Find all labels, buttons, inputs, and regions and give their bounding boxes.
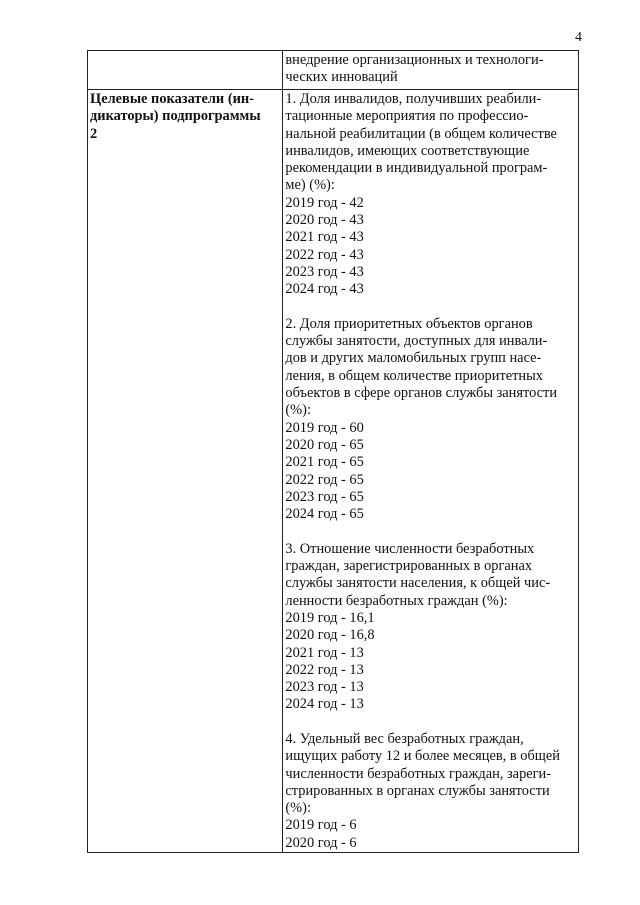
year-value: 2023 год - 43 bbox=[285, 263, 364, 280]
table-row bbox=[88, 90, 579, 853]
indicator-text-line: (%): bbox=[285, 800, 311, 817]
year-value: 2021 год - 13 bbox=[285, 644, 364, 661]
program-passport-table bbox=[87, 50, 579, 853]
indicator-text-line: 1. Доля инвалидов, получивших реабили- bbox=[285, 91, 542, 107]
year-value: 2022 год - 43 bbox=[285, 246, 364, 263]
year-value: 2019 год - 60 bbox=[285, 419, 364, 436]
year-value: 2021 год - 43 bbox=[285, 229, 364, 246]
continuation-cell bbox=[283, 51, 579, 90]
indicator-text-line: дов и других маломобильных групп насе- bbox=[285, 350, 542, 367]
text-line: внедрение организационных и технологи- bbox=[285, 52, 544, 68]
spacer bbox=[285, 523, 575, 540]
label-line: Целевые показатели (ин- bbox=[90, 91, 254, 107]
indicator-text-line: (%): bbox=[285, 402, 311, 419]
year-value: 2021 год - 65 bbox=[285, 454, 364, 471]
indicator-text-line: 3. Отношение численности безработных bbox=[285, 540, 535, 557]
indicator-text-line: ления, в общем количестве приоритетных bbox=[285, 367, 543, 384]
indicator-text-line: ленности безработных граждан (%): bbox=[285, 592, 508, 609]
year-value: 2019 год - 42 bbox=[285, 194, 364, 211]
indicator-text-line: тационные мероприятия по профессио- bbox=[285, 108, 529, 125]
indicator-text-line: рекомендации в индивидуальной програм- bbox=[285, 160, 548, 177]
indicator-text-line: нальной реабилитации (в общем количестве bbox=[285, 125, 557, 142]
label-line: дикаторы) подпрограммы bbox=[90, 108, 261, 125]
year-value: 2020 год - 16,8 bbox=[285, 627, 375, 644]
indicator-text-line: ме) (%): bbox=[285, 177, 335, 194]
section-label-cell bbox=[88, 90, 283, 853]
year-value: 2019 год - 16,1 bbox=[285, 609, 375, 626]
text-line: ческих инноваций bbox=[285, 69, 398, 86]
indicator-text-line: граждан, зарегистрированных в органах bbox=[285, 558, 533, 575]
indicator-text-line: 4. Удельный вес безработных граждан, bbox=[285, 730, 524, 747]
empty-label-cell bbox=[88, 51, 283, 90]
year-value: 2024 год - 65 bbox=[285, 506, 364, 523]
indicator-text-line: ищущих работу 12 и более месяцев, в общей bbox=[285, 748, 560, 765]
indicator-4 bbox=[285, 731, 575, 852]
indicators-cell bbox=[283, 90, 579, 853]
page-number: 4 bbox=[575, 30, 582, 45]
spacer bbox=[285, 299, 575, 316]
year-value: 2024 год - 43 bbox=[285, 281, 364, 298]
indicator-text-line: стрированных в органах службы занятости bbox=[285, 782, 550, 799]
indicator-1 bbox=[285, 91, 575, 299]
indicator-text-line: объектов в сфере органов службы занятости bbox=[285, 385, 558, 402]
indicator-text-line: инвалидов, имеющих соответствующие bbox=[285, 142, 530, 159]
label-line: 2 bbox=[90, 125, 98, 142]
year-value: 2024 год - 13 bbox=[285, 696, 364, 713]
indicator-text-line: 2. Доля приоритетных объектов органов bbox=[285, 315, 533, 332]
table-row bbox=[88, 51, 579, 90]
year-value: 2019 год - 6 bbox=[285, 817, 357, 834]
year-value: 2022 год - 65 bbox=[285, 471, 364, 488]
indicator-2 bbox=[285, 316, 575, 524]
year-value: 2022 год - 13 bbox=[285, 661, 364, 678]
indicator-3 bbox=[285, 541, 575, 714]
indicator-text-line: службы занятости, доступных для инвали- bbox=[285, 333, 548, 350]
spacer bbox=[285, 714, 575, 731]
year-value: 2023 год - 13 bbox=[285, 679, 364, 696]
year-value: 2020 год - 65 bbox=[285, 436, 364, 453]
indicator-text-line: численности безработных граждан, зареги- bbox=[285, 765, 552, 782]
year-value: 2023 год - 65 bbox=[285, 488, 364, 505]
year-value: 2020 год - 6 bbox=[285, 834, 357, 851]
indicator-text-line: службы занятости населения, к общей чис- bbox=[285, 575, 551, 592]
year-value: 2020 год - 43 bbox=[285, 212, 364, 229]
